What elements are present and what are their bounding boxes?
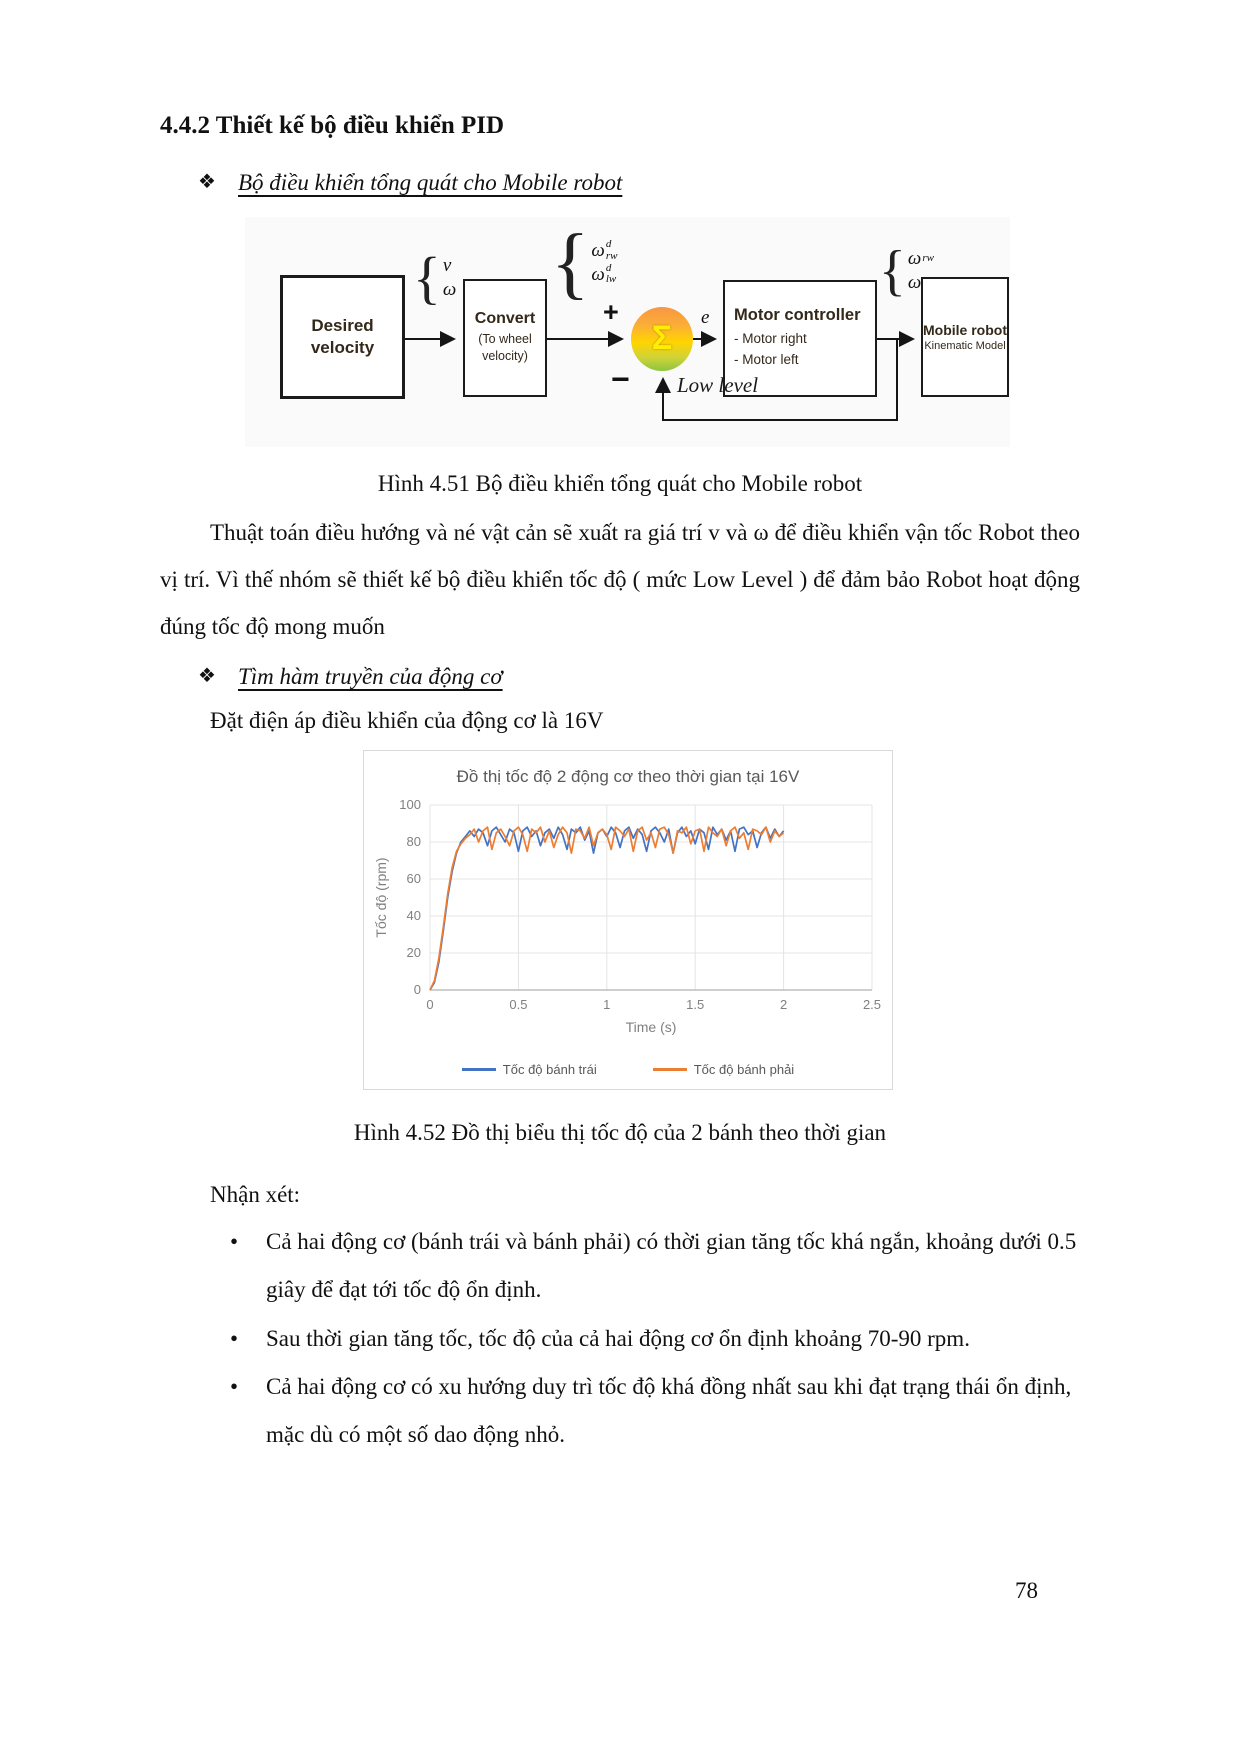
page-content <box>160 112 1080 1459</box>
svg-text:Time (s): Time (s) <box>625 1019 677 1036</box>
motor-left-label: - Motor left <box>734 351 799 367</box>
convert-box <box>463 279 547 397</box>
svg-text:1: 1 <box>603 997 611 1013</box>
svg-text:Tốc độ (rpm): Tốc độ (rpm) <box>373 857 389 938</box>
signal-omega-rw-d: ω <box>591 239 605 261</box>
remarks-title: Nhận xét: <box>210 1182 301 1208</box>
remarks-list <box>160 1218 1080 1458</box>
chart-canvas <box>372 795 882 1045</box>
signal-v: v <box>442 254 452 276</box>
error-signal-label: e <box>701 306 710 328</box>
remark-text: Cả hai động cơ (bánh trái và bánh phải) có thời gian tăng tốc khá ngắn, khoảng dưới 0.5 giây để đạt tới tốc độ ổn định. <box>266 1229 1077 1303</box>
remark-text: Sau thời gian tăng tốc, tốc độ của cả hai động cơ ổn định khoảng 70-90 rpm. <box>266 1325 970 1351</box>
legend-label-left-wheel: Tốc độ bánh trái <box>502 1062 597 1078</box>
voltage-setup-line: Đặt điện áp điều khiển của động cơ là 16V <box>210 708 604 734</box>
diamond-bullet-2 <box>198 660 1080 695</box>
figure-4-51-caption: Hình 4.51 Bộ điều khiển tổng quát cho Mobile robot <box>377 470 863 496</box>
body-paragraph: Thuật toán điều hướng và né vật cản sẽ xuất ra giá trí v và ω để điều khiển vận tốc Robot theo vị trí. Vì thế nhóm sẽ thiết kế bộ điều khiển tốc độ ( mức Low Level ) để đảm bảo Robot hoạt động đúng tốc độ mong muốn <box>160 519 1080 639</box>
sigma-icon: Σ <box>651 319 673 357</box>
list-item <box>230 1315 1080 1363</box>
bullet-icon: • <box>230 1229 239 1255</box>
motor-controller-label: Motor controller <box>734 306 861 325</box>
legend-item-left-wheel <box>462 1062 597 1077</box>
mobile-robot-label: Mobile robot <box>923 321 1007 338</box>
svg-text:0: 0 <box>426 997 434 1013</box>
page-number: 78 <box>1015 1578 1038 1603</box>
bullet-icon: • <box>230 1325 239 1351</box>
brace-glyph: { <box>413 244 441 310</box>
svg-text:100: 100 <box>399 797 421 813</box>
subscript-rw: rw <box>922 251 934 264</box>
diamond-bullet-icon: ❖ <box>198 171 216 193</box>
signal-omega: ω <box>442 278 457 300</box>
svg-text:20: 20 <box>406 945 421 961</box>
svg-text:60: 60 <box>406 871 421 887</box>
brace-glyph: { <box>879 239 906 302</box>
remark-text: Cả hai động cơ có xu hướng duy trì tốc độ khá đồng nhất sau khi đạt trạng thái ổn định, mặc dù có một số dao động nhỏ. <box>266 1373 1072 1447</box>
diamond-bullet-1-label: Bộ điều khiển tổng quát cho Mobile robot <box>238 170 623 195</box>
bullet-icon: • <box>230 1373 239 1399</box>
svg-text:0.5: 0.5 <box>509 997 528 1013</box>
svg-text:40: 40 <box>406 908 421 924</box>
signal-wheel-setpoints <box>551 218 618 307</box>
desired-velocity-label: Desired velocity <box>310 316 375 357</box>
legend-line-orange <box>653 1068 687 1071</box>
diamond-bullet-icon: ❖ <box>198 664 216 687</box>
motor-right-label: - Motor right <box>734 331 807 347</box>
list-item <box>230 1363 1080 1459</box>
list-item <box>230 1218 1080 1314</box>
diamond-bullet-2-label: Tìm hàm truyền của động cơ <box>238 663 503 689</box>
chart-figure <box>363 750 893 1090</box>
brace-glyph: { <box>551 218 590 307</box>
figure-4-52-caption: Hình 4.52 Đồ thị biểu thị tốc độ của 2 bánh theo thời gian <box>353 1120 887 1146</box>
low-level-label: Low level <box>677 372 759 397</box>
chart-legend <box>372 1062 884 1077</box>
svg-text:0: 0 <box>413 982 421 998</box>
desired-velocity-box <box>280 275 405 399</box>
signal-omega-rw: ω <box>907 247 922 269</box>
legend-line-blue <box>462 1068 496 1071</box>
svg-text:80: 80 <box>406 834 421 850</box>
signal-omega-lw-d: ω <box>591 263 605 285</box>
block-diagram-figure <box>245 217 1010 447</box>
convert-sublabel: (To wheel velocity) <box>478 332 532 363</box>
svg-text:1.5: 1.5 <box>686 997 705 1013</box>
convert-label: Convert <box>474 310 536 328</box>
superscript-d: d <box>605 261 612 274</box>
signal-v-omega <box>413 244 457 310</box>
legend-label-right-wheel: Tốc độ bánh phải <box>693 1062 795 1078</box>
chart-title: Đồ thị tốc độ 2 động cơ theo thời gian tại 16V <box>456 767 800 787</box>
section-heading: 4.4.2 Thiết kế bộ điều khiển PID <box>160 112 505 139</box>
svg-text:2.5: 2.5 <box>862 997 882 1013</box>
svg-text:2: 2 <box>779 997 788 1013</box>
summing-junction <box>631 307 693 371</box>
diamond-bullet-1 <box>198 166 1080 201</box>
minus-sign: − <box>611 360 630 397</box>
legend-item-right-wheel <box>653 1062 794 1077</box>
plus-sign: + <box>603 296 619 327</box>
signal-omega-lw: ω <box>907 271 922 293</box>
mobile-robot-box <box>921 277 1009 397</box>
superscript-d: d <box>605 238 612 251</box>
kinematic-model-label: Kinematic Model <box>924 339 1006 352</box>
subscript-rw: rw <box>605 249 618 262</box>
subscript-lw: lw <box>605 273 617 286</box>
